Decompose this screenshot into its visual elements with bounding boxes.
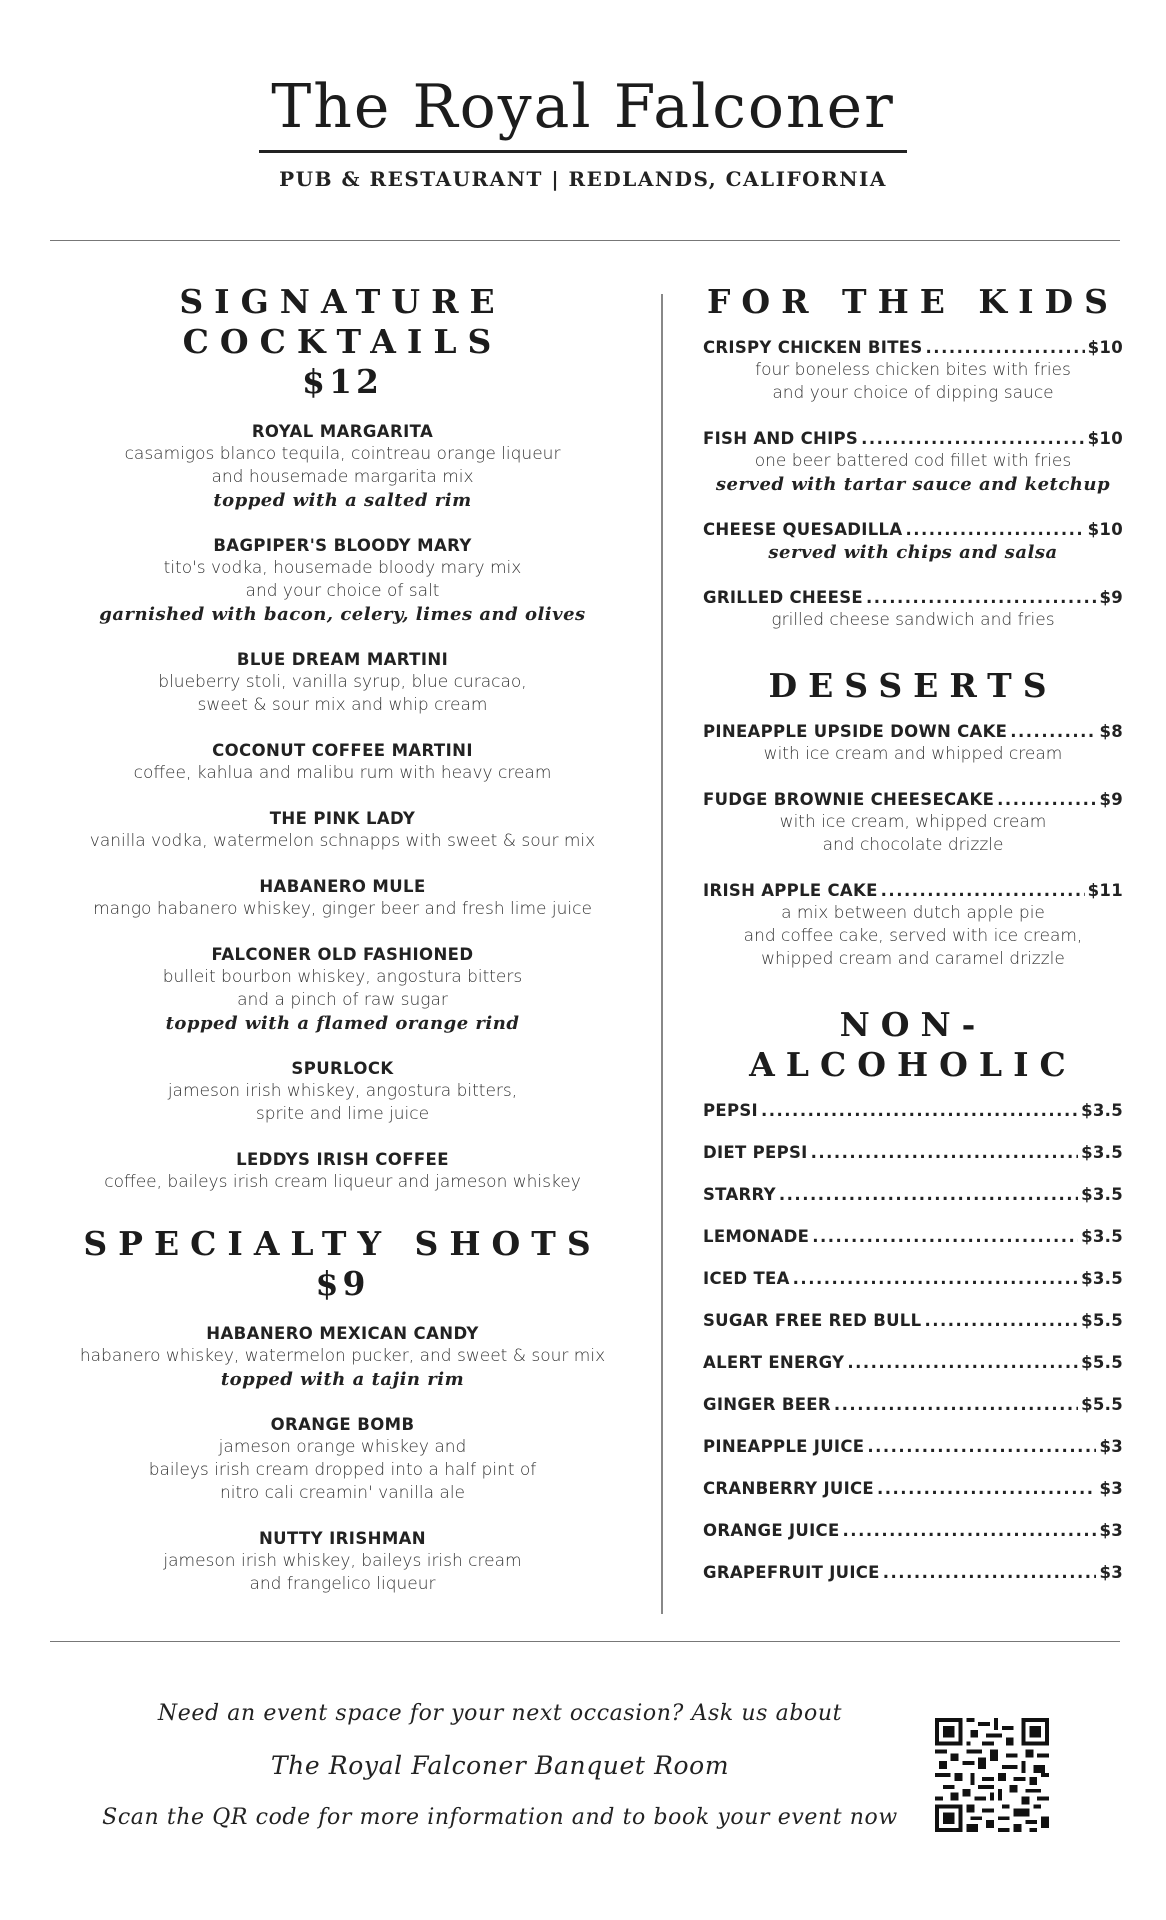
item-description: grilled cheese sandwich and fries [771, 610, 1055, 630]
item-price: $3.5 [1081, 1143, 1123, 1162]
item-name: PINEAPPLE JUICE [703, 1437, 865, 1456]
item-description: mango habanero whiskey, ginger beer and fresh lime juice [93, 899, 592, 919]
desserts-section [703, 666, 1123, 971]
menu-item [703, 1225, 1123, 1248]
item-name: LEMONADE [703, 1227, 810, 1246]
menu-item [703, 336, 1123, 405]
item-price: $10 [1087, 429, 1123, 448]
item-row [703, 720, 1123, 743]
dot-leader [867, 1435, 1096, 1458]
item-description: blueberry stoli, vanilla syrup, blue curacao, [158, 672, 527, 692]
item-name: CHEESE QUESADILLA [703, 520, 903, 539]
item-name: HABANERO MULE [259, 877, 426, 896]
item-description: habanero whiskey, watermelon pucker, and sweet & sour mix [79, 1346, 606, 1366]
item-row [703, 586, 1123, 609]
item-price: $10 [1087, 520, 1123, 539]
event-space-text: Need an event space for your next occasion? Ask us about [157, 1701, 843, 1726]
signature-cocktails-price: $12 [302, 362, 383, 401]
item-price: $3.5 [1081, 1185, 1123, 1204]
menu-item [703, 1099, 1123, 1122]
item-description: with ice cream and whipped cream [763, 744, 1063, 764]
menu-item [703, 1519, 1123, 1542]
item-name: FUDGE BROWNIE CHEESECAKE [703, 790, 995, 809]
item-price: $9 [1099, 588, 1123, 607]
item-note: topped with a tajin rim [220, 1369, 465, 1390]
item-name: FALCONER OLD FASHIONED [211, 945, 474, 964]
menu-item [703, 1267, 1123, 1290]
item-price: $3 [1099, 1521, 1123, 1540]
item-name: PEPSI [703, 1101, 758, 1120]
item-description: baileys irish cream dropped into a half pint of [148, 1460, 537, 1480]
item-name: LEDDYS IRISH COFFEE [236, 1150, 449, 1169]
cocktail-list [40, 420, 645, 1194]
item-name: HABANERO MEXICAN CANDY [206, 1324, 479, 1343]
dot-leader [861, 427, 1085, 450]
menu-item [40, 1057, 645, 1126]
item-description: a mix between dutch apple pie [781, 903, 1045, 923]
non-alcoholic-section [703, 1005, 1123, 1584]
menu-item [703, 1435, 1123, 1458]
dot-leader [866, 586, 1096, 609]
item-description: with ice cream, whipped cream [779, 812, 1047, 832]
item-row [703, 1267, 1123, 1290]
signature-cocktails-section [40, 282, 645, 1194]
item-price: $9 [1099, 790, 1123, 809]
item-row [703, 1351, 1123, 1374]
item-description: and a pinch of raw sugar [237, 990, 448, 1010]
top-divider [50, 240, 1120, 241]
menu-item [40, 1413, 645, 1505]
item-description: one beer battered cod fillet with fries [754, 451, 1072, 471]
item-description: coffee, baileys irish cream liqueur and jameson whiskey [104, 1172, 581, 1192]
item-price: $3.5 [1081, 1101, 1123, 1120]
dot-leader [924, 1309, 1078, 1332]
menu-item [40, 1322, 645, 1391]
menu-item [40, 739, 645, 785]
item-price: $3 [1099, 1479, 1123, 1498]
item-description: nitro cali creamin' vanilla ale [219, 1483, 465, 1503]
item-name: GRAPEFRUIT JUICE [703, 1563, 880, 1582]
menu-item [703, 1393, 1123, 1416]
item-description: sprite and lime juice [255, 1104, 430, 1124]
item-row [703, 518, 1123, 541]
specialty-shots-section [40, 1224, 645, 1596]
item-name: SUGAR FREE RED BULL [703, 1311, 922, 1330]
item-name: COCONUT COFFEE MARTINI [212, 741, 473, 760]
item-name: CRANBERRY JUICE [703, 1479, 874, 1498]
menu-item [703, 1477, 1123, 1500]
item-name: STARRY [703, 1185, 776, 1204]
item-name: ICED TEA [703, 1269, 790, 1288]
item-row [703, 879, 1123, 902]
item-name: BAGPIPER'S BLOODY MARY [213, 536, 472, 555]
item-name: GRILLED CHEESE [703, 588, 863, 607]
item-price: $8 [1099, 722, 1123, 741]
item-price: $11 [1087, 881, 1123, 900]
dot-leader [881, 879, 1085, 902]
item-price: $5.5 [1081, 1395, 1123, 1414]
menu-item [40, 648, 645, 717]
dot-leader [779, 1183, 1078, 1206]
item-description: jameson irish whiskey, angostura bitters, [167, 1081, 518, 1101]
menu-item [703, 788, 1123, 857]
shot-list [40, 1322, 645, 1596]
right-column [703, 282, 1123, 1603]
item-row [703, 1435, 1123, 1458]
item-name: PINEAPPLE UPSIDE DOWN CAKE [703, 722, 1008, 741]
item-name: ALERT ENERGY [703, 1353, 845, 1372]
bottom-divider [50, 1641, 1120, 1642]
column-divider [661, 294, 663, 1614]
menu-item [40, 943, 645, 1035]
item-description: and frangelico liqueur [249, 1574, 436, 1594]
dot-leader [811, 1141, 1078, 1164]
menu-item [40, 534, 645, 626]
item-name: FISH AND CHIPS [703, 429, 859, 448]
dot-leader [883, 1561, 1097, 1584]
item-note: topped with a salted rim [213, 490, 472, 511]
item-row [703, 1561, 1123, 1584]
dot-leader [877, 1477, 1096, 1500]
item-price: $10 [1087, 338, 1123, 357]
item-price: $5.5 [1081, 1311, 1123, 1330]
item-description: sweet & sour mix and whip cream [197, 695, 488, 715]
item-row [703, 427, 1123, 450]
item-row [703, 1183, 1123, 1206]
restaurant-name: The Royal Falconer [271, 72, 895, 142]
menu-item [40, 875, 645, 921]
menu-item [703, 1351, 1123, 1374]
item-name: DIET PEPSI [703, 1143, 808, 1162]
menu-item [703, 586, 1123, 632]
item-name: IRISH APPLE CAKE [703, 881, 878, 900]
dot-leader [997, 788, 1096, 811]
specialty-shots-title: SPECIALTY SHOTS [83, 1224, 602, 1263]
drink-list [703, 1099, 1123, 1584]
dot-leader [847, 1351, 1078, 1374]
item-note: served with tartar sauce and ketchup [715, 474, 1111, 495]
dot-leader [793, 1267, 1078, 1290]
desserts-title: DESSERTS [768, 666, 1058, 705]
item-description: and coffee cake, served with ice cream, [743, 926, 1083, 946]
menu-item [703, 1141, 1123, 1164]
item-name: ORANGE JUICE [703, 1521, 840, 1540]
signature-cocktails-title: SIGNATURE COCKTAILS [179, 282, 506, 361]
item-note: topped with a flamed orange rind [165, 1013, 520, 1034]
item-description: tito's vodka, housemade bloody mary mix [163, 558, 522, 578]
item-row [703, 336, 1123, 359]
item-description: jameson irish whiskey, baileys irish cream [163, 1551, 522, 1571]
specialty-shots-price: $9 [315, 1264, 370, 1303]
qr-instruction-text: Scan the QR code for more information and to book your event now [102, 1805, 898, 1830]
menu-item [703, 1183, 1123, 1206]
item-name: NUTTY IRISHMAN [258, 1529, 427, 1548]
menu-item [703, 427, 1123, 496]
item-name: ORANGE BOMB [270, 1415, 415, 1434]
dot-leader [812, 1225, 1078, 1248]
item-description: and chocolate drizzle [822, 835, 1004, 855]
item-price: $3.5 [1081, 1269, 1123, 1288]
qr-code-icon[interactable] [935, 1718, 1049, 1832]
item-description: and your choice of salt [245, 581, 440, 601]
item-description: jameson orange whiskey and [218, 1437, 467, 1457]
item-description: vanilla vodka, watermelon schnapps with sweet & sour mix [89, 831, 596, 851]
item-row [703, 1141, 1123, 1164]
item-description: four boneless chicken bites with fries [755, 360, 1071, 380]
item-description: coffee, kahlua and malibu rum with heavy cream [133, 763, 552, 783]
dot-leader [1010, 720, 1096, 743]
item-note: served with chips and salsa [768, 542, 1058, 563]
item-row [703, 788, 1123, 811]
title-underline [259, 150, 907, 153]
item-description: casamigos blanco tequila, cointreau orange liqueur [124, 444, 561, 464]
item-row [703, 1519, 1123, 1542]
item-name: CRISPY CHICKEN BITES [703, 338, 923, 357]
menu-item [40, 1527, 645, 1596]
kids-list [703, 336, 1123, 632]
menu-item [703, 1309, 1123, 1332]
item-name: SPURLOCK [291, 1059, 394, 1078]
menu-item [703, 720, 1123, 766]
banquet-room-name: The Royal Falconer Banquet Room [270, 1751, 730, 1780]
dot-leader [926, 336, 1085, 359]
item-row [703, 1099, 1123, 1122]
item-name: GINGER BEER [703, 1395, 831, 1414]
item-description: whipped cream and caramel drizzle [761, 949, 1065, 969]
menu-item [40, 807, 645, 853]
item-row [703, 1477, 1123, 1500]
menu-item [40, 420, 645, 512]
item-description: and your choice of dipping sauce [772, 383, 1054, 403]
item-description: bulleit bourbon whiskey, angostura bitters [162, 967, 523, 987]
menu-item [703, 1561, 1123, 1584]
menu-item [703, 879, 1123, 971]
left-column [40, 282, 645, 1618]
kids-section [703, 282, 1123, 632]
dot-leader [905, 518, 1084, 541]
dot-leader [834, 1393, 1078, 1416]
item-name: ROYAL MARGARITA [251, 422, 434, 441]
footer [90, 1700, 910, 1832]
item-name: THE PINK LADY [269, 809, 416, 828]
restaurant-subtitle: PUB & RESTAURANT | REDLANDS, CALIFORNIA [279, 167, 887, 191]
kids-title: FOR THE KIDS [706, 282, 1120, 321]
item-description: and housemade margarita mix [211, 467, 474, 487]
item-row [703, 1309, 1123, 1332]
item-price: $3 [1099, 1437, 1123, 1456]
menu-item [40, 1148, 645, 1194]
dot-leader [761, 1099, 1078, 1122]
item-price: $3.5 [1081, 1227, 1123, 1246]
item-price: $3 [1099, 1563, 1123, 1582]
item-price: $5.5 [1081, 1353, 1123, 1372]
item-row [703, 1393, 1123, 1416]
non-alcoholic-title: NON-ALCOHOLIC [749, 1005, 1077, 1084]
item-name: BLUE DREAM MARTINI [236, 650, 449, 669]
menu-header [0, 0, 1166, 191]
menu-item [703, 518, 1123, 564]
dessert-list [703, 720, 1123, 971]
item-note: garnished with bacon, celery, limes and olives [99, 604, 586, 625]
item-row [703, 1225, 1123, 1248]
dot-leader [843, 1519, 1097, 1542]
